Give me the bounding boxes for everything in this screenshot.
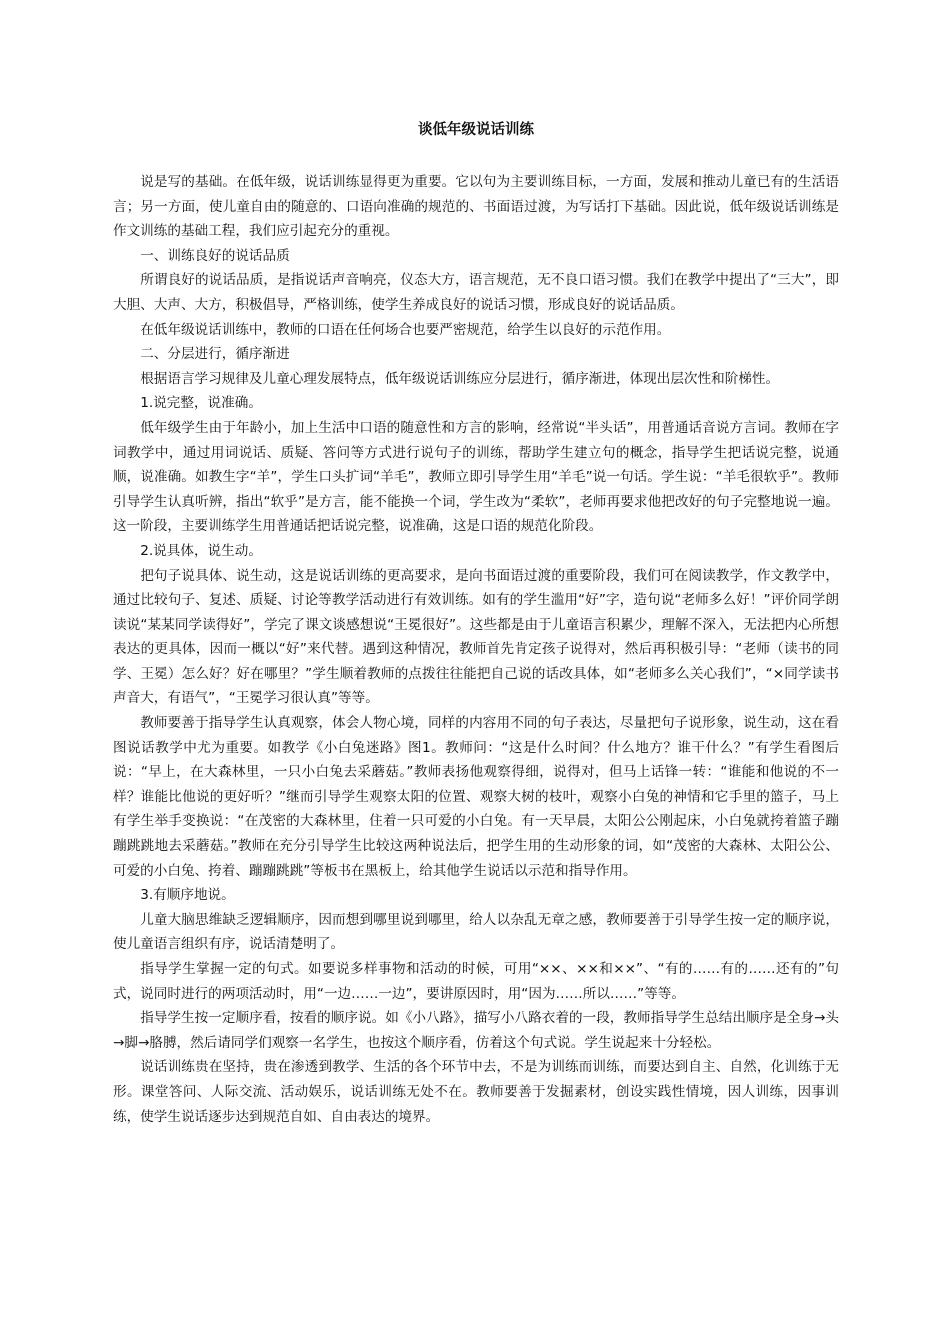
paragraph: 根据语言学习规律及儿童心理发展特点，低年级说话训练应分层进行，循序渐进，体现出层次性和阶梯性。 xyxy=(140,370,780,387)
paragraph-conclusion: 说话训练贵在坚持，贵在渗透到教学、生活的各个环节中去，不是为训练而训练，而要达到自主、自然，化训练于无形。课堂答问、人际交流、活动娱乐，说话训练无处不在。教师要善于发掘素材，创设实践性情境，因人训练，因事训练，使学生说话逐步达到规范自如、自由表达的境界。 xyxy=(113,1059,839,1125)
subheading-3: 3.有顺序地说。 xyxy=(140,887,235,904)
paragraph: 指导学生掌握一定的句式。如要说多样事物和活动的时候，可用“××、××和××”、“有的……有的……还有的”句式，说同时进行的两项活动时，用“一边……一边”，要讲原因时，用“因为……所以……”等等。 xyxy=(113,961,839,1002)
section-heading-1: 一、训练良好的说话品质 xyxy=(140,247,290,264)
paragraph: 教师要善于指导学生认真观察，体会人物心境，同样的内容用不同的句子表达，尽量把句子说形象，说生动，这在看图说话教学中尤为重要。如教学《小白兔迷路》图1。教师问：“这是什么时间？什么地方？谁干什么？”有学生看图后说：“早上，在大森林里，一只小白兔去采蘑菇。”教师表扬他观察得细，说得对，但马上话锋一转：“谁能和他说的不一样？谁能比他说的更好听？”继而引导学生观察太阳的位置、观察大树的枝叶，观察小白兔的神情和它手里的篮子，马上有学生举手变换说：“在茂密的大森林里，住着一只可爱的小白兔。有一天早晨，太阳公公刚起床，小白兔就挎着篮子蹦蹦跳跳地去采蘑菇。”教师在充分引导学生比较这两种说法后，把学生用的生动形象的词，如“茂密的大森林、太阳公公、可爱的小白兔、挎着、蹦蹦跳跳”等板书在黑板上，给其他学生说话以示范和指导作用。 xyxy=(113,715,839,879)
subheading-1: 1.说完整，说准确。 xyxy=(140,395,262,412)
paragraph: 把句子说具体、说生动，这是说话训练的更高要求，是向书面语过渡的重要阶段，我们可在阅读教学，作文教学中，通过比较句子、复述、质疑、讨论等教学活动进行有效训练。如有的学生滥用“好”字，造句说“老师多么好！”评价同学朗读说“某某同学读得好”，学完了课文谈感想说“王冕很好”。这些都是由于儿童语言积累少，理解不深入，无法把内心所想表达的更具体，因而一概以“好”来代替。遇到这种情况，教师首先肯定孩子说得对，然后再积极引导：“老师（读书的同学、王冕）怎么好？好在哪里？”学生顺着教师的点拨往往能把自己说的话改具体，如“老师多么关心我们”，“×同学读书声音大，有语气”，“王冕学习很认真”等等。 xyxy=(113,567,839,707)
paragraph-intro: 说是写的基础。在低年级，说话训练显得更为重要。它以句为主要训练目标，一方面，发展和推动儿童已有的生活语言；另一方面，使儿童自由的随意的、口语向准确的规范的、书面语过渡，为写话打下基础。因此说，低年级说话训练是作文训练的基础工程，我们应引起充分的重视。 xyxy=(113,174,839,240)
document-page xyxy=(113,118,839,1129)
document-title: 谈低年级说话训练 xyxy=(418,122,534,138)
subheading-2: 2.说具体，说生动。 xyxy=(140,542,262,559)
section-heading-2: 二、分层进行，循序渐进 xyxy=(140,346,290,363)
paragraph: 在低年级说话训练中，教师的口语在任何场合也要严密规范，给学生以良好的示范作用。 xyxy=(140,321,671,338)
paragraph: 所谓良好的说话品质，是指说话声音响亮，仪态大方，语言规范，无不良口语习惯。我们在教学中提出了“三大”，即大胆、大声、大方，积极倡导，严格训练，使学生养成良好的说话习惯，形成良好的说话品质。 xyxy=(113,272,839,313)
paragraph: 指导学生按一定顺序看，按看的顺序说。如《小八路》，描写小八路衣着的一段，教师指导学生总结出顺序是全身→头→脚→胳膊，然后请同学们观察一名学生，也按这个顺序看，仿着这个句式说。学生说起来十分轻松。 xyxy=(113,1010,839,1051)
paragraph: 低年级学生由于年龄小，加上生活中口语的随意性和方言的影响，经常说“半头话”，用普通话音说方言词。教师在字词教学中，通过用词说话、质疑、答问等方式进行说句子的训练，帮助学生建立句的概念，指导学生把话说完整，说通顺，说准确。如教生字“羊”，学生口头扩词“羊毛”，教师立即引导学生用“羊毛”说一句话。学生说：“羊毛很软乎”。教师引导学生认真听辨，指出“软乎”是方言，能不能换一个词，学生改为“柔软”，老师再要求他把改好的句子完整地说一遍。这一阶段，主要训练学生用普通话把话说完整，说准确，这是口语的规范化阶段。 xyxy=(113,419,839,535)
paragraph: 儿童大脑思维缺乏逻辑顺序，因而想到哪里说到哪里，给人以杂乱无章之感，教师要善于引导学生按一定的顺序说，使儿童语言组织有序，说话清楚明了。 xyxy=(113,911,839,953)
